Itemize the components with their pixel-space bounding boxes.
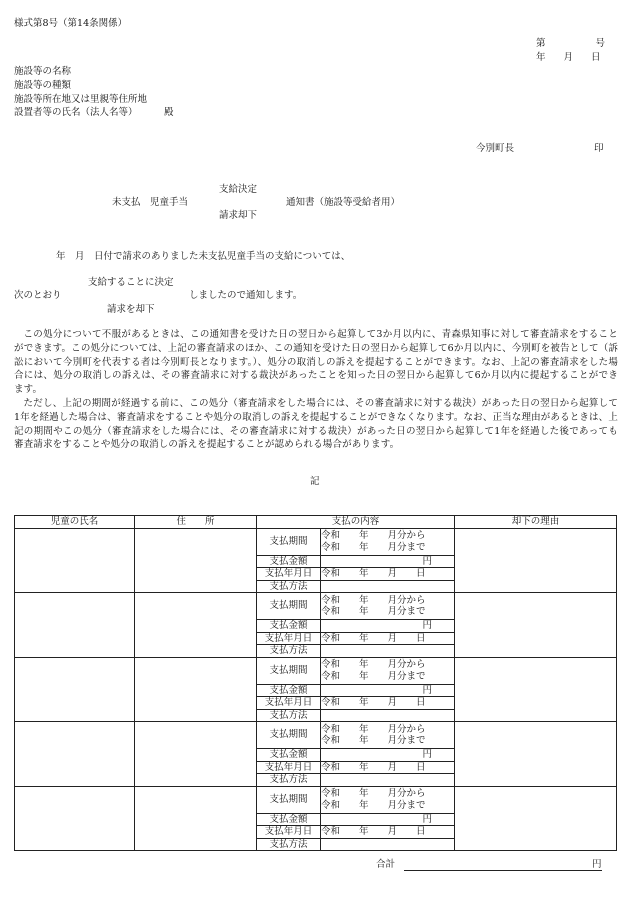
rejection-reason-cell[interactable]	[455, 722, 617, 787]
payment-method-value[interactable]	[321, 774, 455, 787]
period-to: 令和 年 月分まで	[321, 799, 426, 811]
period-from: 令和 年 月分から	[321, 530, 426, 541]
rejection-reason-cell[interactable]	[455, 657, 617, 722]
payment-amount-value[interactable]: 円	[321, 684, 455, 697]
payment-date-label: 支払年月日	[257, 826, 321, 839]
form-number: 様式第8号（第14条関係）	[14, 18, 128, 29]
rejection-reason-cell[interactable]	[455, 593, 617, 658]
table-row	[15, 722, 617, 749]
facility-type-label: 施設等の種類	[14, 80, 72, 91]
payment-period-value[interactable]	[321, 593, 455, 620]
child-name-cell[interactable]	[15, 528, 135, 593]
rejection-reason-cell[interactable]	[455, 528, 617, 593]
table-row	[15, 786, 617, 813]
period-to: 令和 年 月分まで	[321, 541, 426, 553]
payment-date-value[interactable]: 令和 年 月 日	[321, 568, 455, 581]
payment-amount-value[interactable]: 円	[321, 555, 455, 568]
payment-amount-value[interactable]: 円	[321, 620, 455, 633]
child-name-cell[interactable]	[15, 786, 135, 851]
child-name-cell[interactable]	[15, 593, 135, 658]
payment-date-value[interactable]: 令和 年 月 日	[321, 761, 455, 774]
payment-amount-value[interactable]: 円	[321, 749, 455, 762]
payment-date-value[interactable]: 令和 年 月 日	[321, 632, 455, 645]
total-unit: 円	[592, 859, 602, 870]
issuer-title: 今別町長	[476, 143, 515, 154]
title-prefix: 未支払 児童手当	[112, 197, 189, 208]
decision-option-decided: 支給することに決定	[88, 277, 174, 288]
payment-method-label: 支払方法	[257, 709, 321, 722]
title-option-decided: 支給決定	[219, 184, 258, 195]
payment-amount-value[interactable]: 円	[321, 813, 455, 826]
payment-date-label: 支払年月日	[257, 632, 321, 645]
total-label: 合計	[376, 859, 396, 870]
table-row	[15, 657, 617, 684]
payment-date-label: 支払年月日	[257, 568, 321, 581]
total-amount-field[interactable]	[404, 870, 602, 871]
payment-date-value[interactable]: 令和 年 月 日	[321, 826, 455, 839]
payment-period-label: 支払期間	[257, 786, 321, 813]
table-row	[15, 593, 617, 620]
seal-mark: 印	[594, 143, 604, 154]
facility-name-label: 施設等の名称	[14, 66, 72, 77]
payment-period-value[interactable]	[321, 786, 455, 813]
header-child-name: 児童の氏名	[15, 516, 135, 529]
payment-amount-label: 支払金額	[257, 813, 321, 826]
title-suffix: 通知書（施設等受給者用）	[286, 197, 401, 208]
payment-period-value[interactable]	[321, 722, 455, 749]
period-from: 令和 年 月分から	[321, 723, 426, 735]
rejection-reason-cell[interactable]	[455, 786, 617, 851]
period-to: 令和 年 月分まで	[321, 670, 426, 682]
period-to: 令和 年 月分まで	[321, 735, 426, 746]
payment-method-value[interactable]	[321, 709, 455, 722]
honorific: 殿	[164, 107, 174, 118]
table-header-row	[15, 516, 617, 529]
address-cell[interactable]	[135, 657, 257, 722]
founder-name-label: 設置者等の氏名（法人名等）	[14, 107, 138, 118]
header-rejection-reason: 却下の理由	[455, 516, 617, 529]
payment-period-value[interactable]	[321, 657, 455, 684]
payment-amount-label: 支払金額	[257, 749, 321, 762]
payment-method-label: 支払方法	[257, 645, 321, 658]
period-from: 令和 年 月分から	[321, 659, 426, 670]
address-cell[interactable]	[135, 593, 257, 658]
payment-period-label: 支払期間	[257, 657, 321, 684]
decision-prefix: 次のとおり	[14, 290, 62, 301]
payment-method-label: 支払方法	[257, 774, 321, 787]
payment-method-label: 支払方法	[257, 580, 321, 593]
ki-heading: 記	[310, 476, 320, 487]
appeal-notice	[14, 328, 618, 452]
payment-amount-label: 支払金額	[257, 555, 321, 568]
payment-period-label: 支払期間	[257, 722, 321, 749]
payment-date-label: 支払年月日	[257, 761, 321, 774]
header-payment-content: 支払の内容	[257, 516, 455, 529]
payment-period-label: 支払期間	[257, 593, 321, 620]
period-from: 令和 年 月分から	[321, 788, 426, 799]
payment-date-label: 支払年月日	[257, 697, 321, 710]
payment-method-value[interactable]	[321, 838, 455, 851]
table-row	[15, 528, 617, 555]
address-cell[interactable]	[135, 722, 257, 787]
appeal-paragraph-1: この処分について不服があるときは、この通知書を受けた日の翌日から起算して3か月以内に、青森県知事に対して審査請求をすることができます。この処分については、上記の審査請求のほか、この通知を受けた日の翌日から起算して6か月以内に、今別町を被告として（訴訟において今別町を代表する者は今別町長となります。）、処分の取消しの訴えを提起することができます。なお、上記の審査請求をした場合には、処分の取消しの訴えは、その審査請求に対する裁決があったことを知った日の翌日から起算して6か月以内に提起することができます。	[14, 329, 618, 396]
child-name-cell[interactable]	[15, 722, 135, 787]
facility-address-label: 施設等所在地又は里親等住所地	[14, 94, 148, 105]
payment-method-value[interactable]	[321, 580, 455, 593]
payment-amount-label: 支払金額	[257, 684, 321, 697]
payment-amount-label: 支払金額	[257, 620, 321, 633]
payment-method-value[interactable]	[321, 645, 455, 658]
payment-period-label: 支払期間	[257, 528, 321, 555]
title-option-rejected: 請求却下	[219, 210, 258, 221]
decision-suffix: しましたので通知します。	[189, 290, 303, 301]
period-from: 令和 年 月分から	[321, 594, 426, 606]
decision-option-rejected: 請求を却下	[107, 304, 155, 315]
payment-date-value[interactable]: 令和 年 月 日	[321, 697, 455, 710]
header-address: 住 所	[135, 516, 257, 529]
document-number: 第 号	[536, 38, 606, 49]
period-to: 令和 年 月分まで	[321, 606, 426, 617]
child-name-cell[interactable]	[15, 657, 135, 722]
document-date: 年 月 日	[536, 52, 601, 63]
address-cell[interactable]	[135, 786, 257, 851]
appeal-paragraph-2: ただし、上記の期間が経過する前に、この処分（審査請求をした場合には、その審査請求に対する裁決）があった日の翌日から起算して1年を経過した場合は、審査請求をすることや処分の取消しの訴えを提起することができなくなります。なお、正当な理由があるときは、上記の期間やこの処分（審査請求をした場合には、その審査請求に対する裁決）があった日の翌日から起算して1年を経過した後であっても審査請求をすることや処分の取消しの訴えを提起することが認められる場合があります。	[14, 397, 618, 451]
payment-method-label: 支払方法	[257, 838, 321, 851]
payment-period-value[interactable]	[321, 528, 455, 555]
payment-table	[14, 515, 617, 851]
address-cell[interactable]	[135, 528, 257, 593]
intro-text: 年 月 日付で請求のありました未支払児童手当の支給については、	[56, 251, 351, 262]
